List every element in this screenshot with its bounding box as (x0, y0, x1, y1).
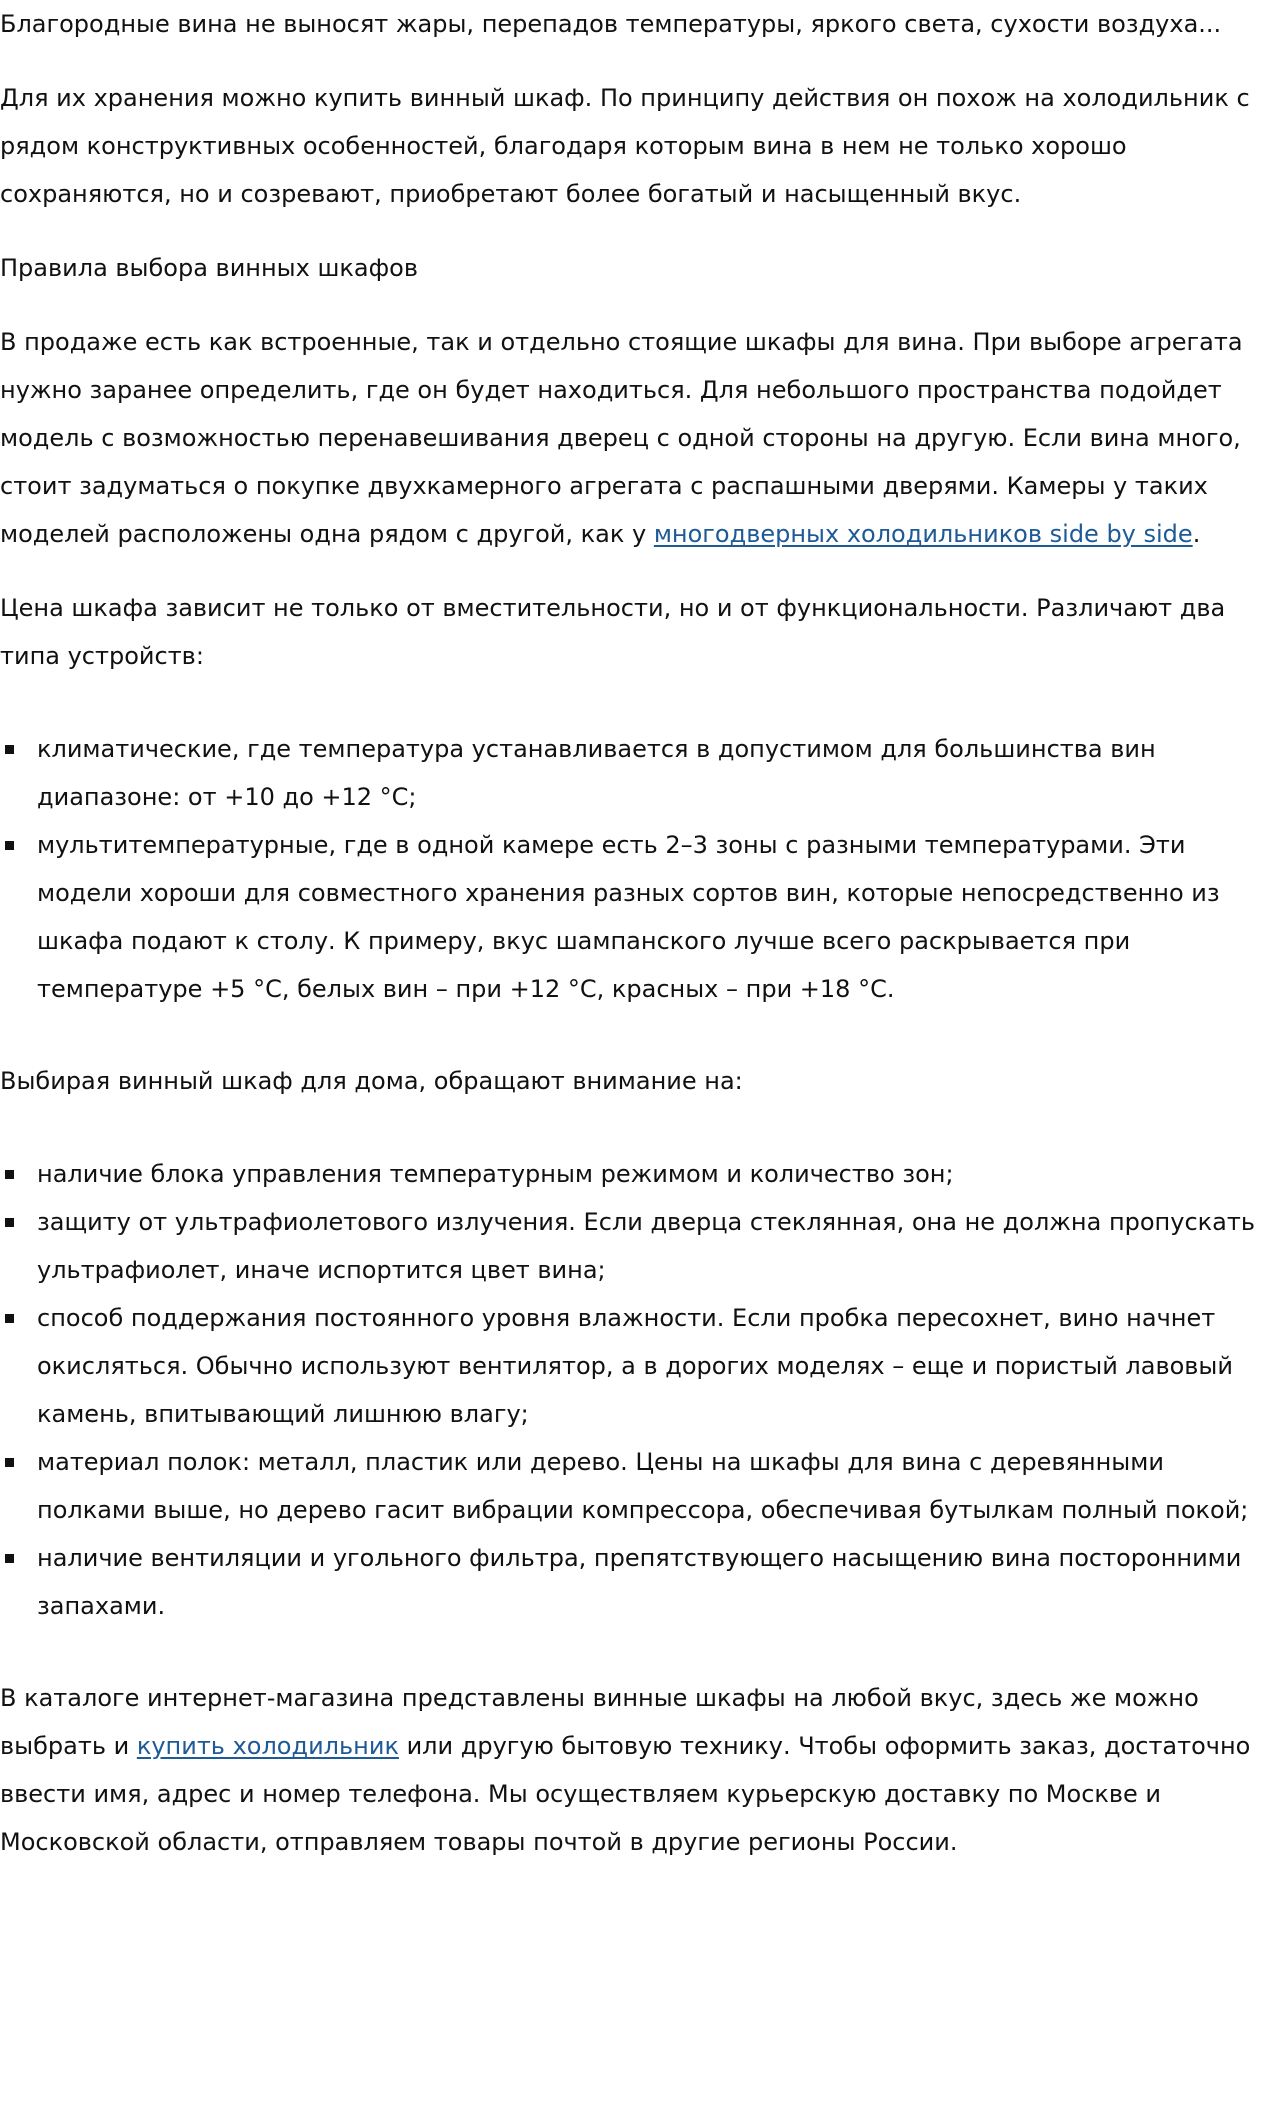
list-item-text: защиту от ультрафиолетового излучения. Если дверца стеклянная, она не должна пропускать ультрафиолет, иначе испортится цвет вина; (37, 1208, 1255, 1284)
list-item-text: мультитемпературные, где в одной камере есть 2–3 зоны с разными температурами. Эти модели хороши для совместного хранения разных сортов вин, которые непосредственно из шкафа подают к столу. К примеру, вкус шампанского лучше всего раскрывается при температуре +5 °C, белых вин – при +12 °C, красных – при +18 °C. (37, 831, 1220, 1003)
list-item (37, 821, 1270, 1013)
placement-end: . (1192, 520, 1201, 548)
square-bullet-icon (5, 1554, 14, 1563)
square-bullet-icon (5, 1170, 14, 1179)
square-bullet-icon (5, 745, 14, 754)
side-by-side-fridges-link[interactable]: многодверных холодильников side by side (653, 520, 1193, 548)
catalog-paragraph (0, 1674, 1270, 1866)
square-bullet-icon (5, 1458, 14, 1467)
list-item-text: наличие вентиляции и угольного фильтра, препятствующего насыщению вина посторонними запахами. (37, 1544, 1242, 1620)
criteria-intro-paragraph: Выбирая винный шкаф для дома, обращают внимание на: (0, 1067, 743, 1095)
cabinet-types-list (0, 725, 1270, 1013)
list-item (37, 1534, 1270, 1630)
list-item (37, 1294, 1270, 1438)
catalog-text: В каталоге интернет-магазина представлены винные шкафы на любой вкус, здесь же можно выбрать и (0, 1684, 1199, 1760)
square-bullet-icon (5, 841, 14, 850)
placement-text: В продаже есть как встроенные, так и отдельно стоящие шкафы для вина. При выборе агрегата нужно заранее определить, где он будет находиться. Для небольшого пространства подойдет модель с возможностью перенавешивания дверец с одной стороны на другую. Если вина много, стоит задуматься о покупке двухкамерного агрегата с распашными дверями. Камеры у таких моделей расположены одна рядом с другой, как у (0, 328, 1243, 548)
placement-paragraph (0, 318, 1270, 558)
list-item (37, 725, 1270, 821)
criteria-list (0, 1150, 1270, 1630)
buy-fridge-link[interactable]: купить холодильник (136, 1732, 399, 1760)
list-item-text: климатические, где температура устанавливается в допустимом для большинства вин диапазоне: от +10 до +12 °C; (37, 735, 1156, 811)
catalog-text-end: или другую бытовую технику. Чтобы оформить заказ, достаточно ввести имя, адрес и номер телефона. Мы осуществляем курьерскую доставку по Москве и Московской области, отправляем товары почтой в другие регионы России. (0, 1732, 1251, 1856)
square-bullet-icon (5, 1218, 14, 1227)
list-item-text: способ поддержания постоянного уровня влажности. Если пробка пересохнет, вино начнет окисляться. Обычно используют вентилятор, а в дорогих моделях – еще и пористый лавовый камень, впитывающий лишнюю влагу; (37, 1304, 1233, 1428)
price-paragraph: Цена шкафа зависит не только от вместительности, но и от функциональности. Различают два типа устройств: (0, 594, 1226, 670)
list-item (37, 1150, 1270, 1198)
intro-paragraph: Благородные вина не выносят жары, перепадов температуры, яркого света, сухости воздуха... (0, 10, 1222, 38)
list-item-text: материал полок: металл, пластик или дерево. Цены на шкафы для вина с деревянными полками выше, но дерево гасит вибрации компрессора, обеспечивая бутылкам полный покой; (37, 1448, 1249, 1524)
list-item (37, 1198, 1270, 1294)
section-subheading: Правила выбора винных шкафов (0, 254, 418, 282)
storage-paragraph: Для их хранения можно купить винный шкаф. По принципу действия он похож на холодильник с рядом конструктивных особенностей, благодаря которым вина в нем не только хорошо сохраняются, но и созревают, приобретают более богатый и насыщенный вкус. (0, 84, 1250, 208)
square-bullet-icon (5, 1314, 14, 1323)
list-item-text: наличие блока управления температурным режимом и количество зон; (37, 1160, 954, 1188)
list-item (37, 1438, 1270, 1534)
